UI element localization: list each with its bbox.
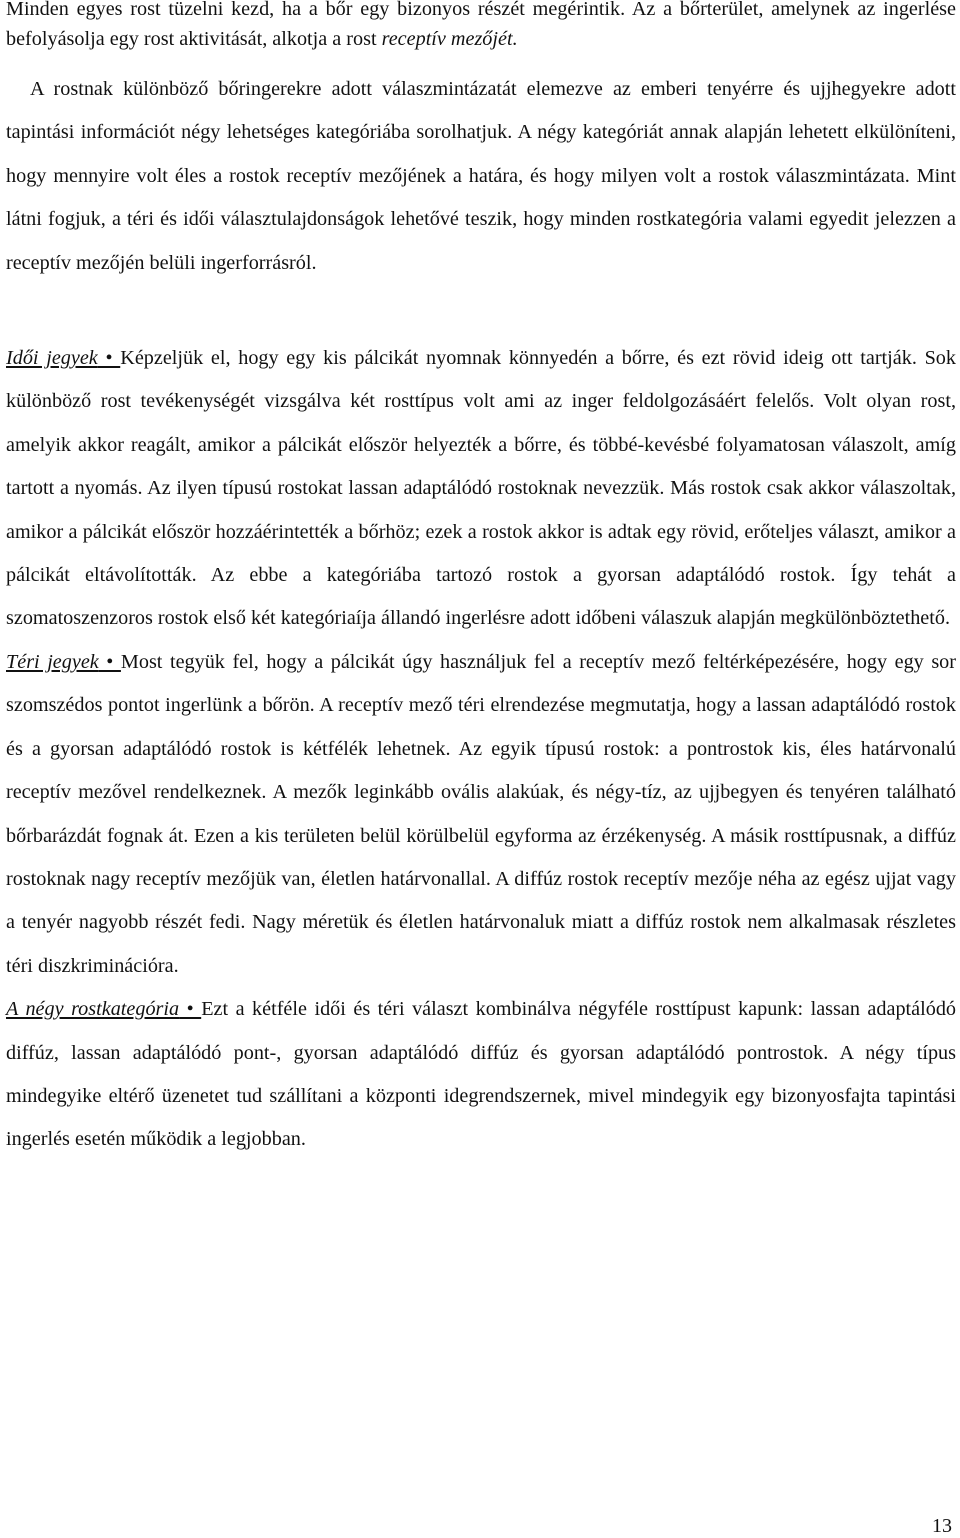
paragraph-spatial-text: Most tegyük fel, hogy a pálcikát úgy használjuk fel a receptív mező feltérképezésére, hogy egy sor szomszédos pontot ingerlünk a bőrön. A receptív mező téri elrendezése megmutatja, hogy a lassan adaptálódó rostok és a gyorsan adaptálódó rostok is kétfélék lehetnek. Az egyik típusú rostok: a pontrostok kis, éles határvonalú receptív mezővel rendelkeznek. A mezők leginkább ovális alakúak, és négy-tíz, az ujjbegyen és tenyéren található bőrbarázdát fognak át. Ezen a kis területen belül körülbelül egyforma az érzékenység. A másik rosttípusnak, a diffúz rostoknak nagy receptív mezőjük van, életlen határvonallal. A diffúz rostok receptív mezője néha az egész ujjat vagy a tenyér nagyobb részét fedi. Nagy méretük és életlen határvonaluk miatt a diffúz rostok nem alkalmasak részletes téri diszkriminációra. <box>6 650 956 977</box>
document-page <box>6 0 956 1162</box>
page-number: 13 <box>932 1515 952 1537</box>
bullet-separator: • <box>98 650 121 673</box>
bullet-separator: • <box>179 998 202 1021</box>
paragraph-temporal-text: Képzeljük el, hogy egy kis pálcikát nyomnak könnyedén a bőrre, és ezt rövid ideig ott tartják. Sok különböző rost tevékenységét vizsgálva két rosttípus volt ami az inger feldolgozásáért felelős. Volt olyan rost, amelyik akkor reagált, amikor a pálcikát először helyezték a bőrre, és többé-kevésbé folyamatosan válaszolt, amíg tartott a nyomás. Az ilyen típusú rostokat lassan adaptálódó rostoknak nevezzük. Más rostok csak akkor válaszoltak, amikor a pálcikát először hozzáérintették a bőrhöz; ezek a rostok akkor is adtak egy rövid, erőteljes választ, amikor a pálcikát eltávolították. Az ebbe a kategóriába tartozó rostok a gyorsan adaptálódó rostok. Így tehát a szomatoszenzoros rostok első két kategóriaíja állandó ingerlésre adott időbeni válaszuk alapján megkülönböztethető. <box>6 347 956 630</box>
paragraph-temporal <box>6 337 956 641</box>
section-heading-four-categories: A négy rostkategória <box>6 998 180 1021</box>
paragraph-four-categories-text: Ezt a kétféle idői és téri választ kombinálva négyféle rosttípust kapunk: lassan adaptálódó diffúz, lassan adaptálódó pont-, gyorsan adaptálódó diffúz és gyorsan adaptálódó pontrostok. A négy típus mindegyike eltérő üzenetet tud szállítani a központi idegrendszernek, mivel mindegyik egy bizonyosfajta tapintási ingerlés esetén működik a legjobban. <box>6 998 957 1151</box>
paragraph-four-categories <box>6 988 956 1162</box>
section-heading-spatial: Téri jegyek <box>6 650 99 673</box>
paragraph-intro <box>6 0 956 54</box>
paragraph-intro-text: Minden egyes rost tüzelni kezd, ha a bőr egy bizonyos részét megérintik. Az a bőrterület, amelynek az ingerlése befolyásolja egy rost aktivitását, alkotja a rost <box>6 0 956 50</box>
paragraph-spatial <box>6 641 956 988</box>
paragraph-intro-italic: receptív mezőjét. <box>381 28 518 50</box>
bullet-separator: • <box>97 347 121 370</box>
section-heading-temporal: Idői jegyek <box>6 347 98 370</box>
paragraph-categories-text: A rostnak különböző bőringerekre adott válaszmintázatát elemezve az emberi tenyérre és ujjhegyekre adott tapintási információt négy lehetséges kategóriába sorolhatjuk. A négy kategóriát annak alapján lehetett elkülöníteni, hogy mennyire volt éles a rostok receptív mezőjének a határa, és hogy milyen volt a rostok válaszmintázata. Mint látni fogjuk, a téri és idői választulajdonságok lehetővé teszik, hogy minden rostkategória valami egyedit jelezzen a receptív mezőjén belüli ingerforrásról. <box>6 78 956 274</box>
paragraph-categories <box>6 68 956 285</box>
